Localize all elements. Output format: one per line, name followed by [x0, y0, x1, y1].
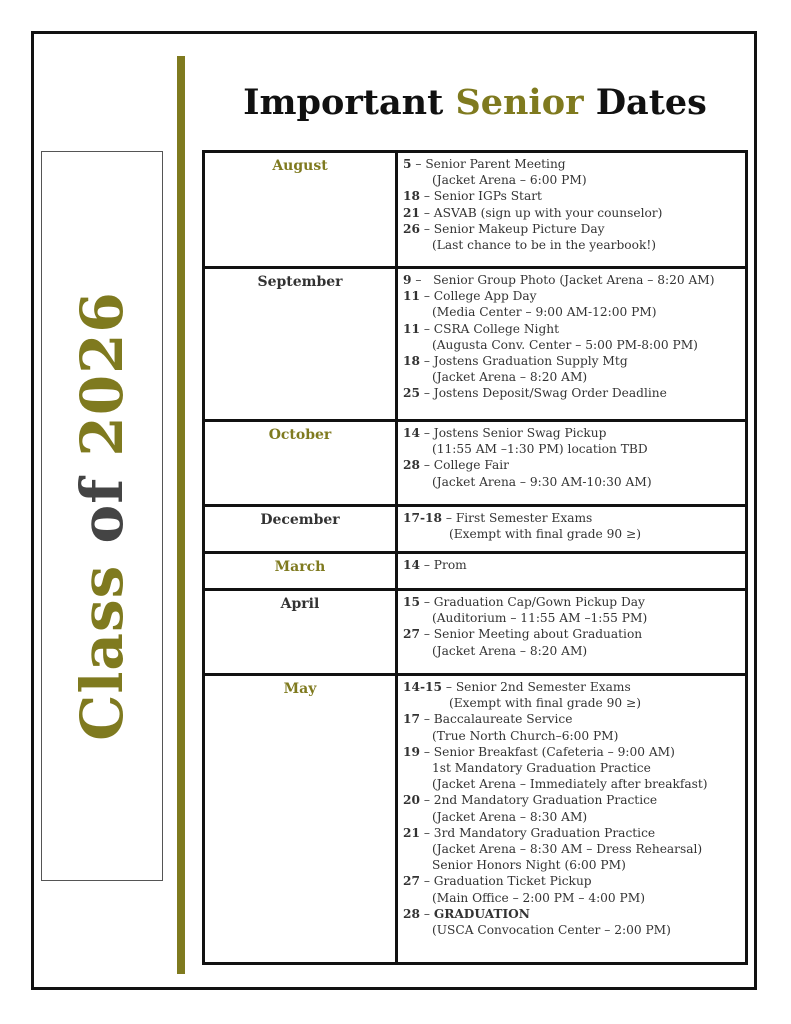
events-cell	[397, 590, 747, 675]
month-cell	[204, 268, 397, 421]
event-text: – Jostens Senior Swag Pickup	[419, 426, 607, 440]
events-cell	[397, 152, 747, 268]
event-text: (Last chance to be in the yearbook!)	[432, 238, 656, 253]
event-list	[398, 554, 745, 575]
month-row-may	[204, 675, 747, 964]
month-row-december	[204, 506, 747, 553]
month-label: August	[272, 158, 328, 174]
event-text: – Senior Meeting about Graduation	[419, 627, 643, 642]
decorative-gold-bar	[177, 56, 185, 974]
event-text: –	[419, 906, 434, 921]
event-day: 28	[403, 906, 420, 921]
title-part-important: Important	[243, 82, 456, 123]
event-line	[403, 156, 743, 172]
events-cell	[397, 506, 747, 553]
senior-dates-table	[202, 150, 748, 965]
event-line	[403, 728, 743, 744]
event-day: 28	[403, 458, 420, 473]
event-line	[403, 906, 743, 922]
event-line	[403, 841, 743, 857]
month-row-october	[204, 421, 747, 506]
event-line	[403, 695, 743, 711]
event-line	[403, 760, 743, 776]
event-text: (11:55 AM –1:30 PM) location TBD	[432, 442, 648, 457]
event-list	[398, 507, 745, 544]
event-line	[403, 205, 743, 221]
event-day: 5	[403, 157, 412, 171]
class-of-word-class: Class	[68, 564, 136, 741]
event-day: 26	[403, 221, 420, 236]
event-day: 11	[403, 289, 420, 304]
event-line	[403, 744, 743, 760]
event-text: (Jacket Arena – 8:30 AM – Dress Rehearsal)	[432, 842, 703, 857]
title-accent-senior: Senior	[455, 82, 584, 123]
event-line	[403, 711, 743, 727]
event-text: (Jacket Arena – 8:20 AM)	[432, 643, 588, 658]
event-line	[403, 890, 743, 906]
month-label: October	[268, 427, 332, 443]
event-line	[403, 385, 743, 401]
event-day: 27	[403, 874, 420, 889]
event-day: 20	[403, 793, 420, 808]
month-row-august	[204, 152, 747, 268]
event-list	[398, 676, 745, 940]
month-label: September	[257, 274, 343, 290]
event-day: 21	[403, 825, 420, 840]
event-day: 14-15	[403, 680, 442, 694]
event-line	[403, 526, 743, 542]
month-row-september	[204, 268, 747, 421]
class-of-year: 2026	[68, 291, 136, 457]
event-line	[403, 825, 743, 841]
event-text: (Exempt with final grade 90 ≥)	[449, 696, 641, 711]
event-day: 14	[403, 426, 420, 440]
event-text: (Jacket Arena – 6:00 PM)	[432, 173, 587, 188]
event-day: 27	[403, 627, 420, 642]
event-day: 17	[403, 712, 420, 727]
class-of-title	[68, 291, 136, 741]
events-cell	[397, 675, 747, 964]
event-text: – 3rd Mandatory Graduation Practice	[419, 825, 656, 840]
event-text: – Graduation Cap/Gown Pickup Day	[419, 595, 645, 609]
event-day: 18	[403, 354, 420, 369]
event-line	[403, 237, 743, 253]
month-cell	[204, 506, 397, 553]
event-line	[403, 337, 743, 353]
event-line	[403, 304, 743, 320]
page-title	[200, 82, 750, 123]
event-text: – Senior 2nd Semester Exams	[441, 680, 631, 694]
event-text: – 2nd Mandatory Graduation Practice	[419, 793, 658, 808]
event-text: – College App Day	[419, 289, 537, 304]
event-line	[403, 594, 743, 610]
event-line	[403, 857, 743, 873]
event-text: – Senior Parent Meeting	[411, 157, 566, 171]
event-text: – Senior Group Photo (Jacket Arena – 8:20 AM)	[411, 273, 715, 287]
event-line	[403, 353, 743, 369]
event-line	[403, 272, 743, 288]
event-text: (Jacket Arena – 8:30 AM)	[432, 809, 588, 824]
event-list	[398, 591, 745, 661]
event-line	[403, 792, 743, 808]
event-line	[403, 643, 743, 659]
event-day: 25	[403, 386, 420, 401]
event-line	[403, 610, 743, 626]
event-line	[403, 873, 743, 889]
event-emphasis: GRADUATION	[433, 906, 530, 921]
month-row-april	[204, 590, 747, 675]
event-line	[403, 922, 743, 938]
event-text: – Prom	[419, 558, 467, 572]
event-day: 9	[403, 273, 412, 287]
event-text: – ASVAB (sign up with your counselor)	[419, 205, 663, 220]
event-text: (True North Church–6:00 PM)	[432, 728, 619, 743]
event-line	[403, 441, 743, 457]
event-line	[403, 288, 743, 304]
events-cell	[397, 553, 747, 590]
event-line	[403, 172, 743, 188]
event-text: (Media Center – 9:00 AM-12:00 PM)	[432, 305, 657, 320]
month-cell	[204, 675, 397, 964]
event-text: – Jostens Graduation Supply Mtg	[419, 354, 628, 369]
event-line	[403, 321, 743, 337]
event-text: (Augusta Conv. Center – 5:00 PM-8:00 PM)	[432, 337, 698, 352]
event-text: – Senior Breakfast (Cafeteria – 9:00 AM)	[419, 744, 675, 759]
event-line	[403, 457, 743, 473]
title-part-dates: Dates	[583, 82, 707, 123]
event-text: – Graduation Ticket Pickup	[419, 874, 592, 889]
event-day: 11	[403, 321, 420, 336]
event-text: – CSRA College Night	[419, 321, 560, 336]
events-cell	[397, 421, 747, 506]
event-line	[403, 626, 743, 642]
month-cell	[204, 152, 397, 268]
event-line	[403, 776, 743, 792]
event-line	[403, 221, 743, 237]
class-of-word-of: of	[68, 477, 136, 544]
month-cell	[204, 421, 397, 506]
event-text: (Jacket Arena – 9:30 AM-10:30 AM)	[432, 474, 652, 489]
month-label: March	[274, 559, 326, 575]
event-line	[403, 188, 743, 204]
event-line	[403, 369, 743, 385]
month-row-march	[204, 553, 747, 590]
event-text: (Jacket Arena – Immediately after breakfast)	[432, 777, 708, 792]
event-text: (Jacket Arena – 8:20 AM)	[432, 370, 588, 385]
month-label: April	[280, 596, 320, 612]
event-text: (USCA Convocation Center – 2:00 PM)	[432, 923, 671, 938]
event-text: – College Fair	[419, 458, 509, 473]
event-day: 17-18	[403, 511, 442, 525]
event-list	[398, 269, 745, 404]
month-label: May	[283, 681, 317, 697]
event-text: (Main Office – 2:00 PM – 4:00 PM)	[432, 890, 645, 905]
event-text: – Senior IGPs Start	[419, 189, 542, 204]
event-line	[403, 474, 743, 490]
event-text: 1st Mandatory Graduation Practice	[432, 761, 651, 776]
event-text: – Jostens Deposit/Swag Order Deadline	[419, 386, 667, 401]
event-text: (Exempt with final grade 90 ≥)	[449, 527, 641, 542]
event-day: 19	[403, 744, 420, 759]
event-list	[398, 153, 745, 255]
event-text: – Baccalaureate Service	[419, 712, 573, 727]
event-day: 15	[403, 595, 420, 609]
event-line	[403, 557, 743, 573]
event-text: – Senior Makeup Picture Day	[419, 221, 605, 236]
events-cell	[397, 268, 747, 421]
month-cell	[204, 553, 397, 590]
event-line	[403, 510, 743, 526]
event-day: 21	[403, 205, 420, 220]
event-text: Senior Honors Night (6:00 PM)	[432, 858, 626, 873]
event-text: (Auditorium – 11:55 AM –1:55 PM)	[432, 611, 648, 626]
event-line	[403, 425, 743, 441]
month-cell	[204, 590, 397, 675]
event-line	[403, 809, 743, 825]
event-list	[398, 422, 745, 492]
event-day: 18	[403, 189, 420, 204]
event-day: 14	[403, 558, 420, 572]
event-text: – First Semester Exams	[441, 511, 593, 525]
month-label: December	[260, 512, 340, 528]
event-line	[403, 679, 743, 695]
